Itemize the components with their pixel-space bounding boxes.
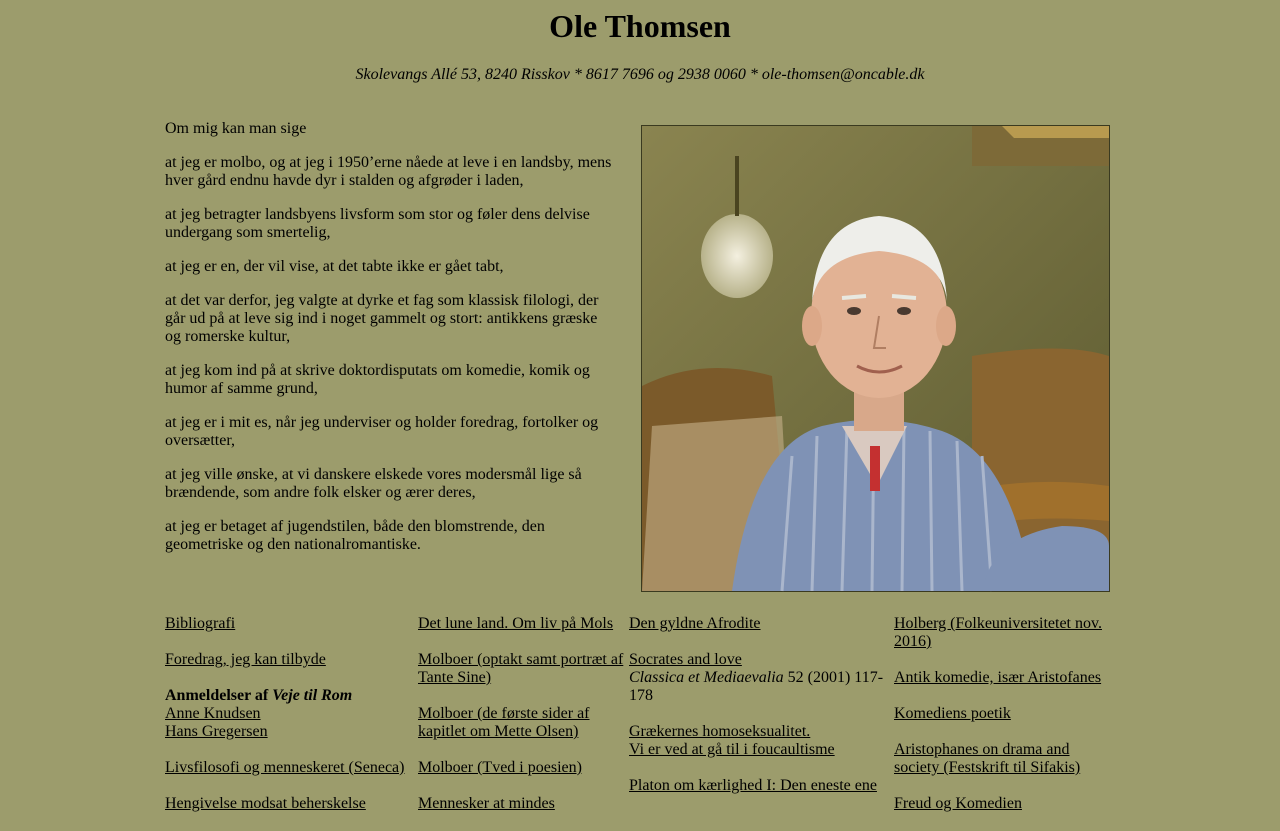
intro-paragraph: at det var derfor, jeg valgte at dyrke et fag som klassisk filologi, der går ud på at leve sig ind i noget gammelt og stort: antikkens græske og romerske kultur, bbox=[165, 292, 599, 345]
socrates-link[interactable]: Socrates and love bbox=[629, 651, 742, 668]
links-column-3 bbox=[629, 615, 891, 813]
review-anne-knudsen-link[interactable]: Anne Knudsen bbox=[165, 705, 261, 722]
intro-paragraph: at jeg er betaget af jugendstilen, både den blomstrende, den geometriske og den nationalromantiske. bbox=[165, 518, 545, 553]
intro-paragraph: at jeg kom ind på at skrive doktordisputats om komedie, komik og humor af samme grund, bbox=[165, 362, 590, 397]
anmeldelser-heading bbox=[165, 687, 352, 704]
hengivelse-link[interactable]: Hengivelse modsat beherskelse bbox=[165, 795, 366, 812]
foredrag-link[interactable]: Foredrag, jeg kan tilbyde bbox=[165, 651, 326, 668]
livsfilosofi-link[interactable]: Livsfilosofi og menneskeret (Seneca) bbox=[165, 759, 405, 776]
molboer-tante-sine-link[interactable]: Molboer (optakt samt portræt af Tante Sine) bbox=[418, 651, 624, 686]
aristophanes-link[interactable]: Aristophanes on drama and society (Festskrift til Sifakis) bbox=[894, 741, 1081, 776]
links-column-2 bbox=[418, 615, 628, 831]
portrait-photo-icon bbox=[642, 126, 1109, 591]
intro-text bbox=[165, 120, 615, 570]
afrodite-link[interactable]: Den gyldne Afrodite bbox=[629, 615, 761, 632]
graekernes-link[interactable]: Grækernes homoseksualitet. bbox=[629, 723, 811, 740]
graekernes-block bbox=[629, 723, 891, 759]
page-title: Ole Thomsen bbox=[549, 8, 731, 44]
journal-title: Classica et Mediaevalia bbox=[629, 669, 784, 686]
bibliografi-link[interactable]: Bibliografi bbox=[165, 615, 236, 632]
freud-link[interactable]: Freud og Komedien bbox=[894, 795, 1022, 812]
review-hans-gregersen-link[interactable]: Hans Gregersen bbox=[165, 723, 268, 740]
molboer-tved-link[interactable]: Molboer (Tved i poesien) bbox=[418, 759, 582, 776]
links-column-1 bbox=[165, 615, 415, 831]
lune-land-link[interactable]: Det lune land. Om liv på Mols bbox=[418, 615, 614, 632]
molboer-mette-olsen-link[interactable]: Molboer (de første sider af kapitlet om Mette Olsen) bbox=[418, 705, 590, 740]
socrates-block bbox=[629, 651, 891, 705]
intro-paragraph: at jeg er i mit es, når jeg underviser og holder foredrag, fortolker og oversætter, bbox=[165, 414, 599, 449]
intro-paragraph: at jeg er en, der vil vise, at det tabte ikke er gået tabt, bbox=[165, 258, 504, 275]
portrait-photo bbox=[641, 125, 1110, 592]
intro-paragraph: at jeg betragter landsbyens livsform som stor og føler dens delvise undergang som smertelig, bbox=[165, 206, 590, 241]
anmeldelser-book-title: Veje til Rom bbox=[272, 687, 353, 704]
antik-komedie-link[interactable]: Antik komedie, især Aristofanes bbox=[894, 669, 1102, 686]
intro-paragraph: Om mig kan man sige bbox=[165, 120, 307, 137]
links-column-4 bbox=[894, 615, 1109, 831]
komediens-poetik-link[interactable]: Komediens poetik bbox=[894, 705, 1011, 722]
anmeldelser-prefix: Anmeldelser af bbox=[165, 687, 269, 704]
journal-reference: 52 (2001) 117-178 bbox=[629, 669, 884, 704]
intro-paragraph: at jeg er molbo, og at jeg i 1950’erne nåede at leve i en landsby, mens hver gård endnu havde dyr i stalden og afgrøder i laden, bbox=[165, 154, 612, 189]
foucaultisme-link[interactable]: Vi er ved at gå til i foucaultisme bbox=[629, 741, 835, 758]
intro-paragraph: at jeg ville ønske, at vi danskere elskede vores modersmål lige så brændende, som andre folk elsker og ærer deres, bbox=[165, 466, 582, 501]
mennesker-link[interactable]: Mennesker at mindes bbox=[418, 795, 555, 812]
anmeldelser-block bbox=[165, 687, 415, 741]
platon-link[interactable]: Platon om kærlighed I: Den eneste ene bbox=[629, 777, 877, 794]
holberg-link[interactable]: Holberg (Folkeuniversitetet nov. 2016) bbox=[894, 615, 1102, 650]
contact-address: Skolevangs Allé 53, 8240 Risskov * 8617 7696 og 2938 0060 * ole-thomsen@oncable.dk bbox=[355, 66, 925, 83]
